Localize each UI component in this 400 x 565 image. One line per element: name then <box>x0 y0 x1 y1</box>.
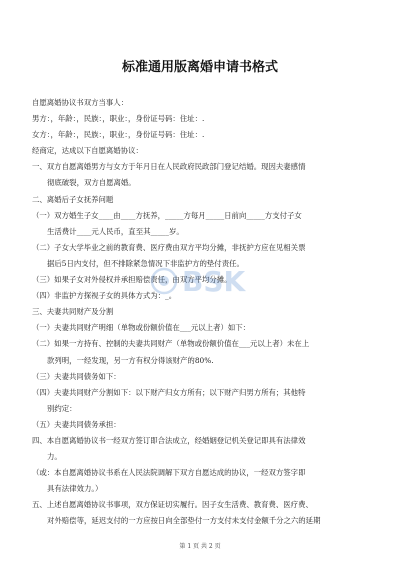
paragraph-line: 四、本自愿离婚协议书一经双方签订即合法成立，经婚姻登记机关登记即具有法律效 <box>32 435 306 445</box>
paragraph-line: 具有法律效力。） <box>47 484 103 494</box>
paragraph-line: 自愿离婚协议书双方当事人： <box>32 98 129 107</box>
paragraph-line: （一）夫妻共同财产明细（单物或份额价值在___元以上者）如下： <box>32 323 251 333</box>
paragraph-line: 别约定： <box>47 403 77 413</box>
paragraph-line: （三）夫妻共同债务如下： <box>32 371 121 381</box>
paragraph-line: 对外赔偿等，延迟支付的一方应按日向全部垫付一方支付未支付金额千分之六的延期 <box>47 516 321 526</box>
paragraph-line: 彻底破裂，双方自愿离婚。 <box>47 178 136 188</box>
page-footer: 第 1 页 共 2 页 <box>179 543 221 550</box>
paragraph-line: 力。 <box>47 452 62 462</box>
paragraph-line: 款列明，一经发现，另一方有权分得该财产的80%. <box>47 355 214 365</box>
paragraph-line: （或：本自愿离婚协议书系在人民法院调解下双方自愿达成的协议，一经双方签字即 <box>32 468 306 478</box>
paragraph-line: （二）如果一方持有、控制的夫妻共同财产（单物或份额价值在___元以上者）未在上 <box>32 339 310 349</box>
paragraph-line: （一）双方婚生子女____由____方抚养，_____方每月_____日前向_____方支付子女 <box>32 210 302 220</box>
paragraph-line: （四）夫妻共同财产分割如下：以下财产归女方所有；以下财产归男方所有；其他特 <box>32 387 306 397</box>
document-title: 标准通用版离婚申请书格式 <box>121 60 278 75</box>
paragraph-line: 女方：，年龄：，民族：，职业：，身份证号码：住址：. <box>32 130 205 140</box>
paragraph-line: 一、双方自愿离婚男方与女方于年月日在人民政府民政部门登记结婚。现因夫妻感情 <box>32 162 306 172</box>
paragraph-line: 经商定，达成以下自愿离婚协议： <box>32 146 143 156</box>
paragraph-line: 五、上述自愿离婚协议书事项，双方保证切实履行。因子女生活费、教育费、医疗费、 <box>32 500 313 510</box>
paragraph-line: （四）非监护方探视子女的具体方式为：_。 <box>32 291 177 301</box>
paragraph-line: 据后5日内支付，但不排除紧急情况下非监护方的垫付责任。 <box>47 258 244 268</box>
paragraph-line: （二）子女大学毕业之前的教育费、医疗费由双方平均分摊，非抚护方应在见相关票 <box>32 242 306 252</box>
paragraph-line: 生活费计____元人民币，直至其_____岁。 <box>47 226 184 236</box>
paragraph-line: （五）夫妻共同债务承担： <box>32 419 121 429</box>
paragraph-line: 男方：，年龄：，民族：，职业：，身份证号码：住址：. <box>32 114 205 124</box>
paragraph-line: 三、夫妻共同财产及分割 <box>32 307 114 317</box>
paragraph-line: 二、离婚后子女抚养问题 <box>32 194 114 204</box>
paragraph-line: （三）如果子女对外侵权并承担赔偿责任，由双方平均分摊。 <box>32 275 232 285</box>
document-body <box>32 95 376 530</box>
svg-text:BSK: BSK <box>182 265 246 298</box>
